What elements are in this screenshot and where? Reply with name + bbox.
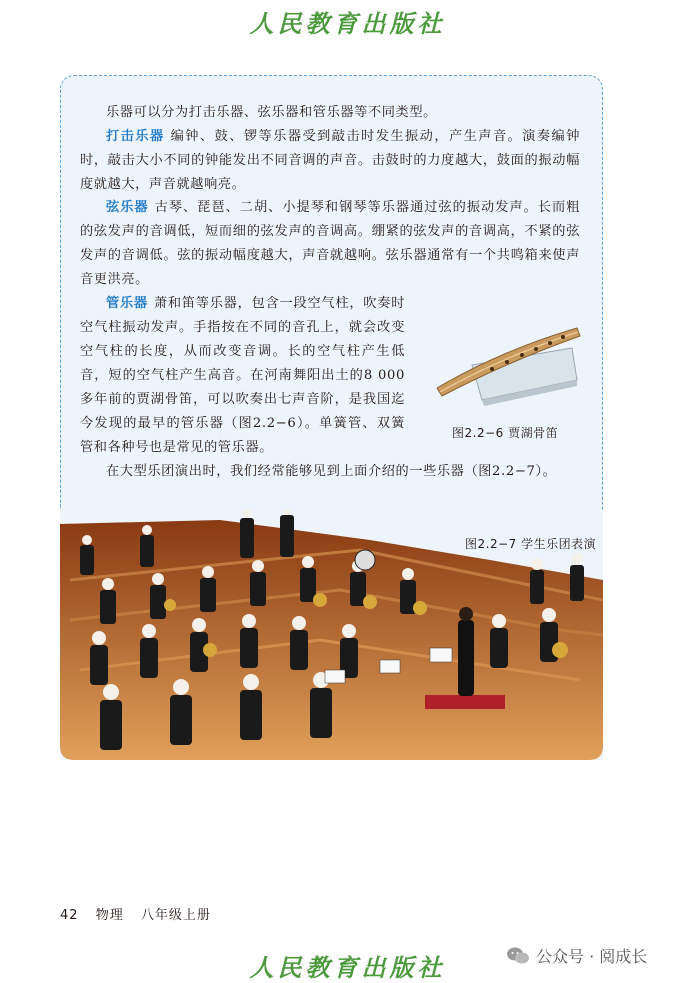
percussion-text: 编钟、鼓、锣等乐器受到敲击时发生振动，产生声音。演奏编钟时，敲击大小不同的钟能发出不同音调的声音。击鼓时的力度越大，鼓面的振动幅度就越大，声音就越响亮。 — [80, 129, 580, 192]
bone-flute-image — [432, 310, 582, 410]
percussion-paragraph — [80, 125, 580, 197]
wind-paragraph — [80, 292, 405, 460]
concert-caption: 图2.2−7 学生乐团表演 — [465, 537, 597, 551]
string-text: 古琴、琵琶、二胡、小提琴和钢琴等乐器通过弦的振动发声。长而粗的弦发声的音调低，短而细的弦发声的音调高。绷紧的弦发声的音调高，不紧的弦发声的音调低。弦的振动幅度越大，声音就越响。弦乐器通常有一个共鸣箱来使声音更洪亮。 — [80, 200, 580, 287]
watermark-text: 公众号 · 阅成长 — [536, 947, 648, 966]
string-paragraph — [80, 196, 580, 292]
page-footer — [60, 904, 223, 923]
publisher-logo: 人民教育出版社 — [249, 9, 446, 38]
grade-label: 八年级上册 — [140, 908, 211, 923]
wind-term: 管乐器 — [106, 296, 148, 311]
wechat-watermark — [506, 944, 647, 967]
wind-text: 萧和笛等乐器，包含一段空气柱，吹奏时空气柱振动发声。手指按在不同的音孔上，就会改变空气柱的长度，从而改变音调。长的空气柱产生低音，短的空气柱产生高音。在河南舞阳出土的8 000多年前的贾湖骨笛，可以吹奏出七声音阶，是我国迄今发现的最早的管乐器（图2.2−6）。单簧管、双簧管和各种号也是常见的管乐器。 — [80, 296, 405, 455]
publisher-logo-bottom: 人民教育出版社 — [249, 953, 446, 982]
wechat-icon — [506, 946, 530, 966]
page-number: 42 — [60, 908, 79, 923]
string-term: 弦乐器 — [106, 200, 149, 215]
flute-caption: 图2.2−6 贾湖骨笛 — [452, 426, 559, 440]
concert-paragraph: 在大型乐团演出时，我们经常能够见到上面介绍的一些乐器（图2.2−7）。 — [106, 464, 557, 479]
subject-label: 物理 — [95, 908, 124, 923]
intro-paragraph: 乐器可以分为打击乐器、弦乐器和管乐器等不同类型。 — [106, 105, 437, 120]
percussion-term: 打击乐器 — [106, 129, 165, 144]
